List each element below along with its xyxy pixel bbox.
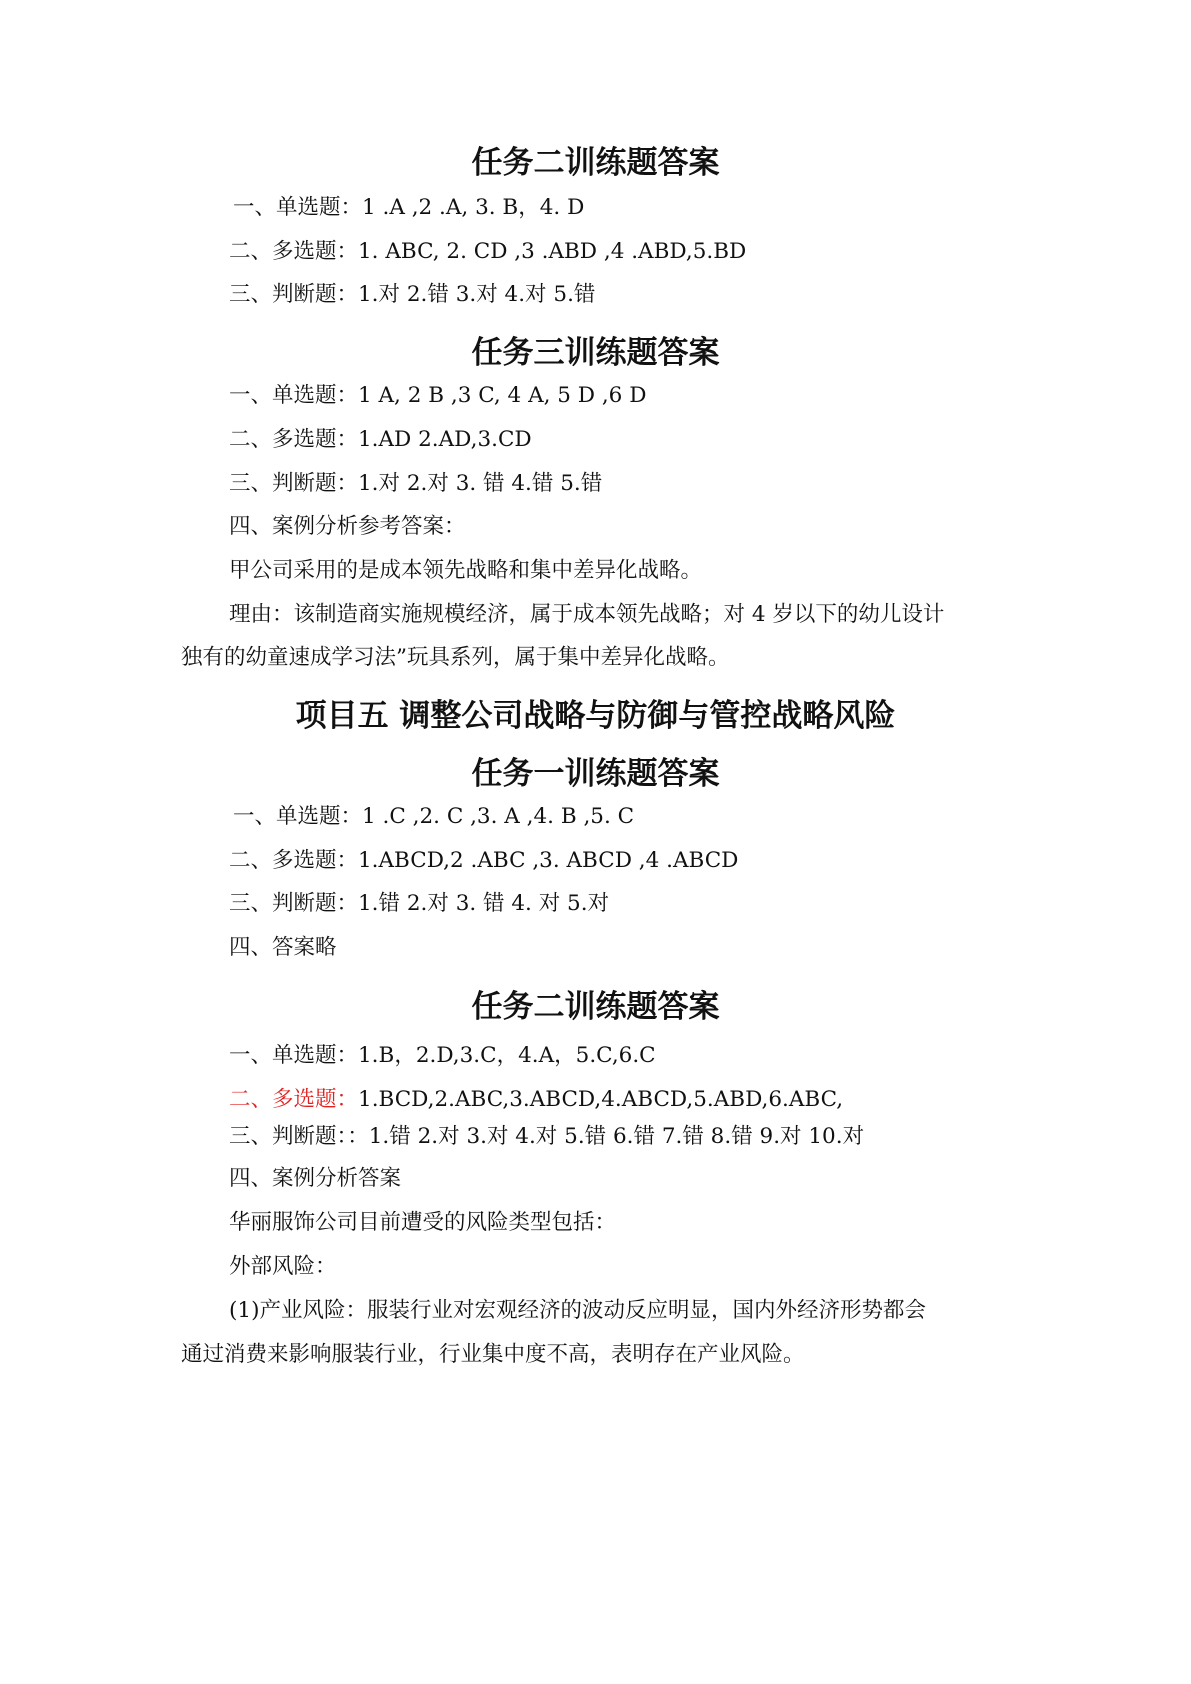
- task3-single-choice: 一、单选题：1 A, 2 B ,3 C, 4 A, 5 D ,6 D: [229, 383, 647, 408]
- task2b-industry-risk-line2: 通过消费来影响服装行业，行业集中度不高，表明存在产业风险。: [181, 1342, 805, 1367]
- task2b-external-risk: 外部风险：: [229, 1254, 337, 1279]
- task3-case-reason-line1: 理由：该制造商实施规模经济，属于成本领先战略；对 4 岁以下的幼儿设计: [229, 602, 945, 627]
- task3-case-reason-line2: 独有的幼童速成学习法”玩具系列，属于集中差异化战略。: [181, 645, 730, 670]
- task3-case-heading: 四、案例分析参考答案：: [229, 514, 466, 539]
- task2b-case-intro: 华丽服饰公司目前遭受的风险类型包括：: [229, 1210, 617, 1235]
- task3-multiple-choice: 二、多选题：1.AD 2.AD,3.CD: [229, 427, 532, 452]
- section-title-task1: 任务一训练题答案: [471, 756, 720, 792]
- task2b-multiple-choice-label: 二、多选题：: [229, 1087, 359, 1112]
- task2-true-false: 三、判断题：1.对 2.错 3.对 4.对 5.错: [229, 282, 596, 307]
- section-title-task3: 任务三训练题答案: [471, 335, 720, 371]
- task3-true-false: 三、判断题：1.对 2.对 3. 错 4.错 5.错: [229, 471, 603, 496]
- task2b-industry-risk-line1: (1)产业风险：服装行业对宏观经济的波动反应明显，国内外经济形势都会: [229, 1298, 926, 1323]
- task2-single-choice: 一、单选题：1 .A ,2 .A, 3. B，4. D: [233, 195, 585, 220]
- task2-multiple-choice: 二、多选题：1. ABC, 2. CD ,3 .ABD ,4 .ABD,5.BD: [229, 239, 747, 264]
- task1-true-false: 三、判断题：1.错 2.对 3. 错 4. 对 5.对: [229, 891, 610, 916]
- section-title-task2-project5: 任务二训练题答案: [471, 989, 720, 1025]
- task3-case-paragraph: 甲公司采用的是成本领先战略和集中差异化战略。: [229, 558, 703, 583]
- task1-single-choice: 一、单选题：1 .C ,2. C ,3. A ,4. B ,5. C: [233, 804, 635, 829]
- task1-other: 四、答案略: [229, 935, 337, 960]
- task2b-multiple-choice-answers: 1.BCD,2.ABC,3.ABCD,4.ABCD,5.ABD,6.ABC,: [358, 1087, 844, 1112]
- section-title-task2: 任务二训练题答案: [471, 145, 720, 181]
- project-title: 项目五 调整公司战略与防御与管控战略风险: [295, 698, 896, 734]
- task2b-single-choice: 一、单选题：1.B，2.D,3.C，4.A，5.C,6.C: [229, 1043, 656, 1068]
- task2b-true-false: 三、判断题：：1.错 2.对 3.对 4.对 5.错 6.错 7.错 8.错 9.对 10.对: [229, 1124, 865, 1149]
- task2b-multiple-choice: [229, 1085, 843, 1115]
- task1-multiple-choice: 二、多选题：1.ABCD,2 .ABC ,3. ABCD ,4 .ABCD: [229, 848, 739, 873]
- task2b-case-heading: 四、案例分析答案: [229, 1166, 402, 1191]
